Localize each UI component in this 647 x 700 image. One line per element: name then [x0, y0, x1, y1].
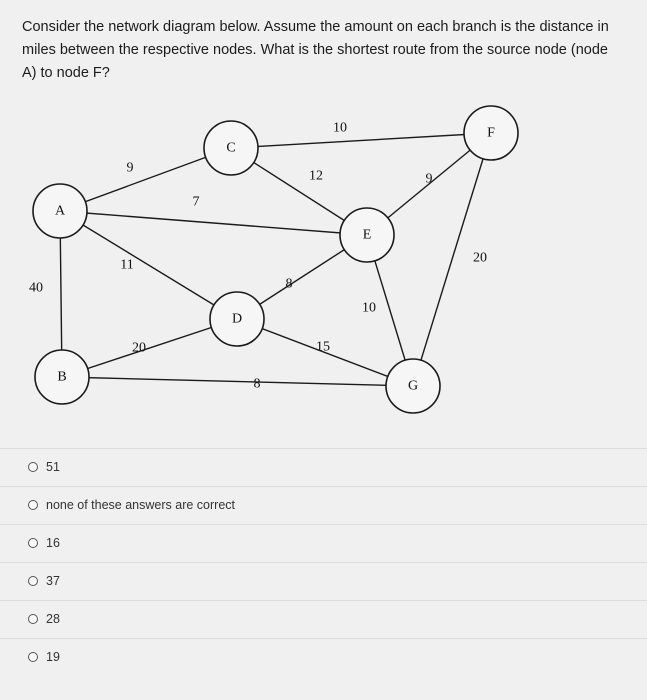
- answer-option-label: none of these answers are correct: [46, 498, 235, 512]
- edge-a-d: [60, 211, 237, 319]
- node-a: [33, 184, 87, 238]
- divider: [0, 524, 647, 525]
- question-text: Consider the network diagram below. Assume the amount on each branch is the distance in miles between the respective nodes. What is the shortest route from the source node (node A) to node F?: [22, 19, 609, 81]
- node-f: [464, 106, 518, 160]
- divider: [0, 562, 647, 563]
- answer-option[interactable]: [28, 608, 60, 630]
- radio-button[interactable]: [28, 614, 38, 624]
- answer-option-label: 19: [46, 650, 60, 664]
- node-label: G: [407, 378, 419, 394]
- divider: [0, 486, 647, 487]
- radio-button[interactable]: [28, 462, 38, 472]
- answer-option-label: 16: [46, 536, 60, 550]
- edge-weight-label: 7: [192, 194, 200, 210]
- edge-weight-label: 15: [316, 339, 330, 355]
- edge-weight-label: 8: [285, 276, 293, 292]
- node-label: B: [57, 369, 67, 385]
- edge-weight-label: 10: [333, 120, 347, 136]
- edge-weight-label: 20: [132, 340, 146, 356]
- radio-button[interactable]: [28, 652, 38, 662]
- edge-b-g: [62, 377, 413, 386]
- node-b: [35, 350, 89, 404]
- node-label: D: [231, 311, 243, 327]
- divider: [0, 448, 647, 449]
- answer-option-label: 37: [46, 574, 60, 588]
- node-e: [340, 208, 394, 262]
- answer-option[interactable]: [28, 570, 60, 592]
- node-label: E: [362, 227, 372, 243]
- answer-option[interactable]: [28, 646, 60, 668]
- node-c: [204, 121, 258, 175]
- answer-option[interactable]: [28, 494, 235, 516]
- node-label: C: [226, 140, 236, 156]
- answer-option-label: 28: [46, 612, 60, 626]
- edge-weight-label: 8: [253, 376, 261, 392]
- node-label: A: [54, 203, 66, 219]
- edge-weight-label: 40: [29, 280, 43, 296]
- node-g: [386, 359, 440, 413]
- answer-option-label: 51: [46, 460, 60, 474]
- radio-button[interactable]: [28, 576, 38, 586]
- radio-button[interactable]: [28, 500, 38, 510]
- edge-a-e: [60, 211, 367, 235]
- divider: [0, 600, 647, 601]
- edge-weight-label: 20: [473, 250, 487, 266]
- answer-option[interactable]: [28, 532, 60, 554]
- edge-weight-label: 12: [309, 168, 323, 184]
- node-label: F: [487, 125, 495, 141]
- edge-weight-label: 9: [425, 171, 433, 187]
- edge-weight-label: 9: [126, 160, 134, 176]
- radio-button[interactable]: [28, 538, 38, 548]
- edge-c-f: [231, 133, 491, 148]
- divider: [0, 638, 647, 639]
- edge-weight-label: 11: [120, 257, 134, 273]
- edge-weight-label: 10: [362, 300, 376, 316]
- node-d: [210, 292, 264, 346]
- answer-option[interactable]: [28, 456, 60, 478]
